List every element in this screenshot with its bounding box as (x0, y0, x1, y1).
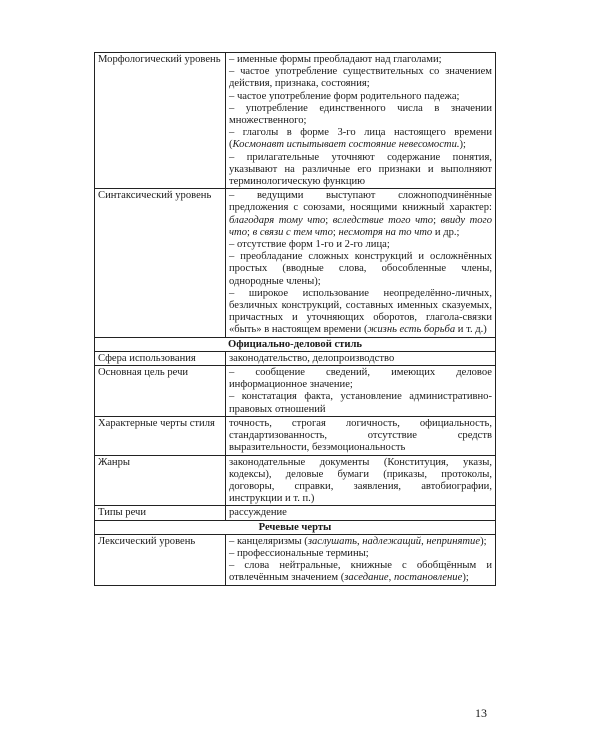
row-label: Характерные черты стиля (95, 416, 226, 455)
list-item: – слова нейтральные, книжные с обобщённым и отвлечённым значением (заседание, постановление); (229, 560, 492, 584)
row-label: Морфологический уровень (95, 53, 226, 189)
table-row (95, 351, 496, 365)
list-item: – частое употребление существительных со значением действия, признака, состояния; (229, 66, 492, 90)
row-content (226, 366, 496, 417)
row-content: рассуждение (226, 506, 496, 520)
table-row (95, 416, 496, 455)
section-header-row (95, 520, 496, 534)
row-content (226, 534, 496, 585)
row-label: Синтаксический уровень (95, 189, 226, 337)
row-content: законодательные документы (Конституция, указы, кодексы), деловые бумаги (приказы, протоколы, договоры, справки, заявления, автобиографии, инструкции и т. п.) (226, 455, 496, 506)
list-item: – профессиональные термины; (229, 547, 369, 559)
list-item: – именные формы преобладают над глаголами; (229, 54, 442, 65)
table-row (95, 534, 496, 585)
list-item: – прилагательные уточняют содержание понятия, указывают на различные его признаки и выполняют терминологическую функцию (229, 151, 492, 188)
list-item: – констатация факта, установление административно-правовых отношений (229, 391, 492, 415)
list-item: – ведущими выступают сложноподчинённые предложения с союзами, носящими книжный характер: благодаря тому что; вследствие того что; ввиду того что; в связи с тем что; несмотря на то что и др.; (229, 190, 492, 238)
style-features-table (94, 52, 496, 586)
row-label: Сфера использования (95, 351, 226, 365)
page-number: 13 (475, 706, 487, 720)
list-item: – употребление единственного числа в значении множественного; (229, 102, 492, 127)
row-label: Жанры (95, 455, 226, 506)
list-item: – канцеляризмы (заслушать, надлежащий, непринятие); (229, 535, 487, 547)
section-header-row (95, 337, 496, 351)
section-title: Официально-деловой стиль (95, 337, 496, 351)
row-content (226, 53, 496, 189)
list-item: – широкое использование неопределённо-личных, безличных конструкций, составных именных сказуемых, причастных и уточняющих оборотов, глагола-связки «быть» в настоящем времени (жизнь есть борьба и т. д.) (229, 287, 492, 336)
row-label: Основная цель речи (95, 366, 226, 417)
table-row (95, 455, 496, 506)
table-row (95, 366, 496, 417)
list-item: – сообщение сведений, имеющих деловое информационное значение; (229, 367, 492, 391)
row-content: законодательство, делопроизводство (226, 351, 496, 365)
table-row (95, 189, 496, 337)
list-item: – преобладание сложных конструкций и осложнённых простых (вводные слова, обособленные члены, однородные члены); (229, 251, 492, 287)
list-item: – отсутствие форм 1-го и 2-го лица; (229, 239, 390, 251)
table-row (95, 53, 496, 189)
row-label: Лексический уровень (95, 534, 226, 585)
row-content: точность, строгая логичность, официальность, стандартизованность, отсутствие средств выразительности, безэмоциональность (226, 416, 496, 455)
table-row (95, 506, 496, 520)
row-label: Типы речи (95, 506, 226, 520)
list-item: – частое употребление форм родительного падежа; (229, 90, 460, 102)
list-item: – глаголы в форме 3-го лица настоящего времени (Космонавт испытывает состояние невесомости.); (229, 127, 492, 151)
section-title: Речевые черты (95, 520, 496, 534)
row-content (226, 189, 496, 337)
